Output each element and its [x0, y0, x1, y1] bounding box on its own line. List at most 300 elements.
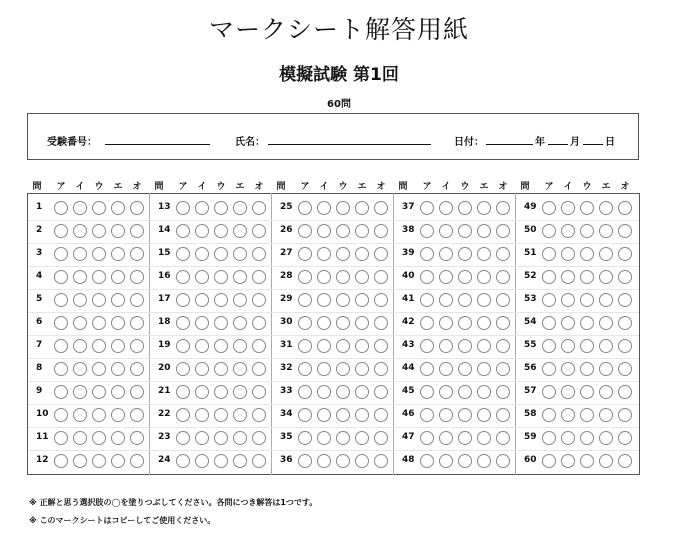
answer-bubble[interactable] [336, 362, 350, 376]
answer-bubble[interactable] [580, 270, 594, 284]
answer-bubble[interactable] [298, 431, 312, 445]
answer-bubble[interactable] [477, 201, 491, 215]
answer-bubble[interactable] [195, 201, 209, 215]
answer-bubble[interactable] [176, 339, 190, 353]
answer-bubble[interactable] [542, 431, 556, 445]
answer-bubble[interactable] [420, 339, 434, 353]
answer-bubble[interactable] [599, 385, 613, 399]
answer-bubble[interactable] [298, 270, 312, 284]
answer-bubble[interactable] [542, 316, 556, 330]
answer-bubble[interactable] [599, 316, 613, 330]
answer-bubble[interactable] [496, 431, 510, 445]
answer-bubble[interactable] [599, 408, 613, 422]
answer-bubble[interactable] [420, 247, 434, 261]
answer-bubble[interactable] [298, 385, 312, 399]
answer-bubble[interactable] [111, 362, 125, 376]
answer-bubble[interactable] [561, 408, 575, 422]
answer-bubble[interactable] [477, 385, 491, 399]
answer-bubble[interactable] [111, 385, 125, 399]
answer-bubble[interactable] [298, 454, 312, 468]
answer-bubble[interactable] [542, 339, 556, 353]
answer-bubble[interactable] [336, 270, 350, 284]
answer-bubble[interactable] [496, 293, 510, 307]
answer-bubble[interactable] [298, 316, 312, 330]
answer-bubble[interactable] [73, 224, 87, 238]
answer-bubble[interactable] [561, 201, 575, 215]
answer-bubble[interactable] [355, 247, 369, 261]
answer-bubble[interactable] [214, 385, 228, 399]
answer-bubble[interactable] [599, 270, 613, 284]
answer-bubble[interactable] [214, 270, 228, 284]
answer-bubble[interactable] [477, 316, 491, 330]
answer-bubble[interactable] [92, 431, 106, 445]
answer-bubble[interactable] [355, 293, 369, 307]
answer-bubble[interactable] [73, 431, 87, 445]
answer-bubble[interactable] [618, 431, 632, 445]
answer-bubble[interactable] [195, 431, 209, 445]
answer-bubble[interactable] [317, 454, 331, 468]
answer-bubble[interactable] [458, 362, 472, 376]
answer-bubble[interactable] [317, 385, 331, 399]
answer-bubble[interactable] [252, 362, 266, 376]
answer-bubble[interactable] [54, 293, 68, 307]
answer-bubble[interactable] [477, 408, 491, 422]
answer-bubble[interactable] [439, 316, 453, 330]
answer-bubble[interactable] [458, 247, 472, 261]
answer-bubble[interactable] [420, 385, 434, 399]
answer-bubble[interactable] [130, 316, 144, 330]
answer-bubble[interactable] [252, 431, 266, 445]
answer-bubble[interactable] [496, 339, 510, 353]
answer-bubble[interactable] [176, 454, 190, 468]
answer-bubble[interactable] [439, 224, 453, 238]
answer-bubble[interactable] [374, 408, 388, 422]
answer-bubble[interactable] [496, 247, 510, 261]
answer-bubble[interactable] [477, 339, 491, 353]
answer-bubble[interactable] [561, 454, 575, 468]
exam-number-field[interactable] [105, 144, 210, 145]
answer-bubble[interactable] [317, 247, 331, 261]
answer-bubble[interactable] [496, 201, 510, 215]
answer-bubble[interactable] [336, 339, 350, 353]
answer-bubble[interactable] [496, 408, 510, 422]
answer-bubble[interactable] [458, 293, 472, 307]
answer-bubble[interactable] [355, 224, 369, 238]
answer-bubble[interactable] [477, 247, 491, 261]
answer-bubble[interactable] [496, 362, 510, 376]
answer-bubble[interactable] [73, 385, 87, 399]
answer-bubble[interactable] [599, 201, 613, 215]
answer-bubble[interactable] [130, 270, 144, 284]
answer-bubble[interactable] [477, 431, 491, 445]
answer-bubble[interactable] [618, 224, 632, 238]
answer-bubble[interactable] [111, 408, 125, 422]
answer-bubble[interactable] [214, 224, 228, 238]
answer-bubble[interactable] [618, 293, 632, 307]
answer-bubble[interactable] [496, 385, 510, 399]
answer-bubble[interactable] [214, 431, 228, 445]
answer-bubble[interactable] [92, 454, 106, 468]
answer-bubble[interactable] [355, 408, 369, 422]
answer-bubble[interactable] [496, 224, 510, 238]
answer-bubble[interactable] [214, 316, 228, 330]
answer-bubble[interactable] [111, 270, 125, 284]
answer-bubble[interactable] [252, 454, 266, 468]
answer-bubble[interactable] [298, 362, 312, 376]
answer-bubble[interactable] [561, 270, 575, 284]
answer-bubble[interactable] [458, 316, 472, 330]
answer-bubble[interactable] [618, 408, 632, 422]
answer-bubble[interactable] [317, 339, 331, 353]
answer-bubble[interactable] [233, 201, 247, 215]
answer-bubble[interactable] [420, 408, 434, 422]
answer-bubble[interactable] [130, 431, 144, 445]
answer-bubble[interactable] [195, 339, 209, 353]
answer-bubble[interactable] [195, 316, 209, 330]
answer-bubble[interactable] [92, 408, 106, 422]
answer-bubble[interactable] [439, 408, 453, 422]
answer-bubble[interactable] [233, 408, 247, 422]
answer-bubble[interactable] [477, 293, 491, 307]
answer-bubble[interactable] [542, 408, 556, 422]
answer-bubble[interactable] [111, 431, 125, 445]
answer-bubble[interactable] [54, 385, 68, 399]
answer-bubble[interactable] [420, 362, 434, 376]
answer-bubble[interactable] [336, 316, 350, 330]
answer-bubble[interactable] [355, 385, 369, 399]
answer-bubble[interactable] [542, 247, 556, 261]
answer-bubble[interactable] [130, 362, 144, 376]
answer-bubble[interactable] [618, 362, 632, 376]
answer-bubble[interactable] [477, 454, 491, 468]
answer-bubble[interactable] [195, 224, 209, 238]
answer-bubble[interactable] [336, 385, 350, 399]
answer-bubble[interactable] [111, 293, 125, 307]
answer-bubble[interactable] [73, 247, 87, 261]
answer-bubble[interactable] [130, 408, 144, 422]
answer-bubble[interactable] [355, 431, 369, 445]
answer-bubble[interactable] [439, 454, 453, 468]
answer-bubble[interactable] [252, 270, 266, 284]
answer-bubble[interactable] [336, 224, 350, 238]
answer-bubble[interactable] [54, 408, 68, 422]
answer-bubble[interactable] [439, 362, 453, 376]
answer-bubble[interactable] [176, 362, 190, 376]
answer-bubble[interactable] [355, 454, 369, 468]
answer-bubble[interactable] [233, 339, 247, 353]
answer-bubble[interactable] [195, 270, 209, 284]
answer-bubble[interactable] [111, 247, 125, 261]
answer-bubble[interactable] [73, 270, 87, 284]
month-field[interactable] [548, 144, 568, 145]
answer-bubble[interactable] [73, 316, 87, 330]
answer-bubble[interactable] [458, 431, 472, 445]
answer-bubble[interactable] [496, 316, 510, 330]
answer-bubble[interactable] [374, 454, 388, 468]
answer-bubble[interactable] [252, 408, 266, 422]
answer-bubble[interactable] [420, 201, 434, 215]
answer-bubble[interactable] [599, 293, 613, 307]
answer-bubble[interactable] [374, 316, 388, 330]
answer-bubble[interactable] [439, 385, 453, 399]
answer-bubble[interactable] [374, 270, 388, 284]
answer-bubble[interactable] [54, 339, 68, 353]
answer-bubble[interactable] [439, 293, 453, 307]
answer-bubble[interactable] [92, 385, 106, 399]
answer-bubble[interactable] [298, 408, 312, 422]
answer-bubble[interactable] [214, 201, 228, 215]
answer-bubble[interactable] [561, 385, 575, 399]
answer-bubble[interactable] [176, 316, 190, 330]
answer-bubble[interactable] [317, 270, 331, 284]
answer-bubble[interactable] [214, 247, 228, 261]
answer-bubble[interactable] [54, 270, 68, 284]
answer-bubble[interactable] [54, 316, 68, 330]
answer-bubble[interactable] [580, 362, 594, 376]
answer-bubble[interactable] [73, 339, 87, 353]
answer-bubble[interactable] [374, 201, 388, 215]
answer-bubble[interactable] [195, 247, 209, 261]
answer-bubble[interactable] [542, 362, 556, 376]
answer-bubble[interactable] [214, 454, 228, 468]
answer-bubble[interactable] [618, 454, 632, 468]
answer-bubble[interactable] [54, 431, 68, 445]
answer-bubble[interactable] [111, 339, 125, 353]
answer-bubble[interactable] [355, 339, 369, 353]
answer-bubble[interactable] [92, 362, 106, 376]
answer-bubble[interactable] [317, 224, 331, 238]
answer-bubble[interactable] [580, 454, 594, 468]
answer-bubble[interactable] [130, 224, 144, 238]
answer-bubble[interactable] [458, 408, 472, 422]
answer-bubble[interactable] [195, 385, 209, 399]
name-field[interactable] [268, 144, 431, 145]
answer-bubble[interactable] [496, 454, 510, 468]
answer-bubble[interactable] [420, 431, 434, 445]
answer-bubble[interactable] [214, 339, 228, 353]
answer-bubble[interactable] [336, 408, 350, 422]
answer-bubble[interactable] [176, 201, 190, 215]
answer-bubble[interactable] [54, 224, 68, 238]
answer-bubble[interactable] [214, 362, 228, 376]
answer-bubble[interactable] [439, 431, 453, 445]
answer-bubble[interactable] [233, 454, 247, 468]
answer-bubble[interactable] [561, 224, 575, 238]
answer-bubble[interactable] [496, 270, 510, 284]
answer-bubble[interactable] [561, 431, 575, 445]
year-field[interactable] [486, 144, 533, 145]
answer-bubble[interactable] [73, 454, 87, 468]
answer-bubble[interactable] [92, 339, 106, 353]
answer-bubble[interactable] [458, 385, 472, 399]
answer-bubble[interactable] [317, 431, 331, 445]
answer-bubble[interactable] [233, 224, 247, 238]
answer-bubble[interactable] [580, 339, 594, 353]
answer-bubble[interactable] [252, 339, 266, 353]
answer-bubble[interactable] [439, 201, 453, 215]
answer-bubble[interactable] [336, 454, 350, 468]
answer-bubble[interactable] [298, 293, 312, 307]
answer-bubble[interactable] [580, 293, 594, 307]
answer-bubble[interactable] [580, 385, 594, 399]
answer-bubble[interactable] [73, 408, 87, 422]
answer-bubble[interactable] [439, 339, 453, 353]
answer-bubble[interactable] [233, 431, 247, 445]
answer-bubble[interactable] [458, 454, 472, 468]
answer-bubble[interactable] [92, 224, 106, 238]
answer-bubble[interactable] [233, 270, 247, 284]
answer-bubble[interactable] [176, 385, 190, 399]
answer-bubble[interactable] [561, 339, 575, 353]
answer-bubble[interactable] [542, 224, 556, 238]
answer-bubble[interactable] [439, 247, 453, 261]
answer-bubble[interactable] [130, 201, 144, 215]
answer-bubble[interactable] [561, 362, 575, 376]
answer-bubble[interactable] [233, 385, 247, 399]
answer-bubble[interactable] [298, 339, 312, 353]
answer-bubble[interactable] [176, 431, 190, 445]
answer-bubble[interactable] [252, 385, 266, 399]
answer-bubble[interactable] [233, 316, 247, 330]
answer-bubble[interactable] [599, 362, 613, 376]
answer-bubble[interactable] [176, 270, 190, 284]
answer-bubble[interactable] [561, 247, 575, 261]
answer-bubble[interactable] [336, 247, 350, 261]
answer-bubble[interactable] [92, 316, 106, 330]
answer-bubble[interactable] [252, 201, 266, 215]
answer-bubble[interactable] [92, 293, 106, 307]
answer-bubble[interactable] [355, 201, 369, 215]
answer-bubble[interactable] [130, 293, 144, 307]
answer-bubble[interactable] [176, 247, 190, 261]
answer-bubble[interactable] [73, 293, 87, 307]
answer-bubble[interactable] [336, 201, 350, 215]
answer-bubble[interactable] [458, 201, 472, 215]
answer-bubble[interactable] [599, 454, 613, 468]
answer-bubble[interactable] [130, 385, 144, 399]
answer-bubble[interactable] [618, 201, 632, 215]
answer-bubble[interactable] [298, 247, 312, 261]
answer-bubble[interactable] [618, 385, 632, 399]
answer-bubble[interactable] [336, 431, 350, 445]
answer-bubble[interactable] [618, 247, 632, 261]
answer-bubble[interactable] [176, 408, 190, 422]
answer-bubble[interactable] [374, 224, 388, 238]
answer-bubble[interactable] [542, 454, 556, 468]
answer-bubble[interactable] [355, 316, 369, 330]
answer-bubble[interactable] [542, 385, 556, 399]
answer-bubble[interactable] [458, 224, 472, 238]
answer-bubble[interactable] [580, 316, 594, 330]
answer-bubble[interactable] [54, 201, 68, 215]
answer-bubble[interactable] [580, 408, 594, 422]
answer-bubble[interactable] [195, 454, 209, 468]
answer-bubble[interactable] [420, 224, 434, 238]
answer-bubble[interactable] [111, 316, 125, 330]
answer-bubble[interactable] [195, 293, 209, 307]
answer-bubble[interactable] [599, 224, 613, 238]
answer-bubble[interactable] [477, 270, 491, 284]
answer-bubble[interactable] [458, 339, 472, 353]
answer-bubble[interactable] [580, 224, 594, 238]
answer-bubble[interactable] [54, 247, 68, 261]
answer-bubble[interactable] [111, 201, 125, 215]
answer-bubble[interactable] [233, 293, 247, 307]
answer-bubble[interactable] [111, 454, 125, 468]
answer-bubble[interactable] [252, 247, 266, 261]
answer-bubble[interactable] [214, 408, 228, 422]
answer-bubble[interactable] [580, 247, 594, 261]
answer-bubble[interactable] [477, 362, 491, 376]
answer-bubble[interactable] [618, 316, 632, 330]
answer-bubble[interactable] [336, 293, 350, 307]
answer-bubble[interactable] [195, 408, 209, 422]
answer-bubble[interactable] [420, 454, 434, 468]
answer-bubble[interactable] [111, 224, 125, 238]
answer-bubble[interactable] [374, 293, 388, 307]
answer-bubble[interactable] [130, 339, 144, 353]
answer-bubble[interactable] [618, 339, 632, 353]
answer-bubble[interactable] [252, 293, 266, 307]
answer-bubble[interactable] [195, 362, 209, 376]
answer-bubble[interactable] [73, 362, 87, 376]
answer-bubble[interactable] [599, 247, 613, 261]
answer-bubble[interactable] [439, 270, 453, 284]
answer-bubble[interactable] [580, 201, 594, 215]
answer-bubble[interactable] [420, 316, 434, 330]
answer-bubble[interactable] [420, 293, 434, 307]
answer-bubble[interactable] [130, 247, 144, 261]
answer-bubble[interactable] [420, 270, 434, 284]
answer-bubble[interactable] [458, 270, 472, 284]
answer-bubble[interactable] [374, 362, 388, 376]
answer-bubble[interactable] [561, 293, 575, 307]
answer-bubble[interactable] [599, 431, 613, 445]
answer-bubble[interactable] [542, 293, 556, 307]
answer-bubble[interactable] [374, 385, 388, 399]
answer-bubble[interactable] [542, 201, 556, 215]
answer-bubble[interactable] [374, 247, 388, 261]
answer-bubble[interactable] [176, 293, 190, 307]
answer-bubble[interactable] [252, 224, 266, 238]
answer-bubble[interactable] [54, 454, 68, 468]
answer-bubble[interactable] [233, 247, 247, 261]
answer-bubble[interactable] [374, 431, 388, 445]
answer-bubble[interactable] [580, 431, 594, 445]
answer-bubble[interactable] [374, 339, 388, 353]
answer-bubble[interactable] [317, 293, 331, 307]
answer-bubble[interactable] [92, 270, 106, 284]
answer-bubble[interactable] [542, 270, 556, 284]
answer-bubble[interactable] [214, 293, 228, 307]
answer-bubble[interactable] [92, 247, 106, 261]
answer-bubble[interactable] [355, 362, 369, 376]
answer-bubble[interactable] [298, 224, 312, 238]
answer-bubble[interactable] [54, 362, 68, 376]
answer-bubble[interactable] [73, 201, 87, 215]
answer-bubble[interactable] [599, 339, 613, 353]
answer-bubble[interactable] [298, 201, 312, 215]
answer-bubble[interactable] [561, 316, 575, 330]
day-field[interactable] [583, 144, 603, 145]
answer-bubble[interactable] [317, 316, 331, 330]
answer-bubble[interactable] [233, 362, 247, 376]
answer-bubble[interactable] [317, 201, 331, 215]
answer-bubble[interactable] [317, 408, 331, 422]
answer-bubble[interactable] [92, 201, 106, 215]
answer-bubble[interactable] [176, 224, 190, 238]
answer-bubble[interactable] [317, 362, 331, 376]
